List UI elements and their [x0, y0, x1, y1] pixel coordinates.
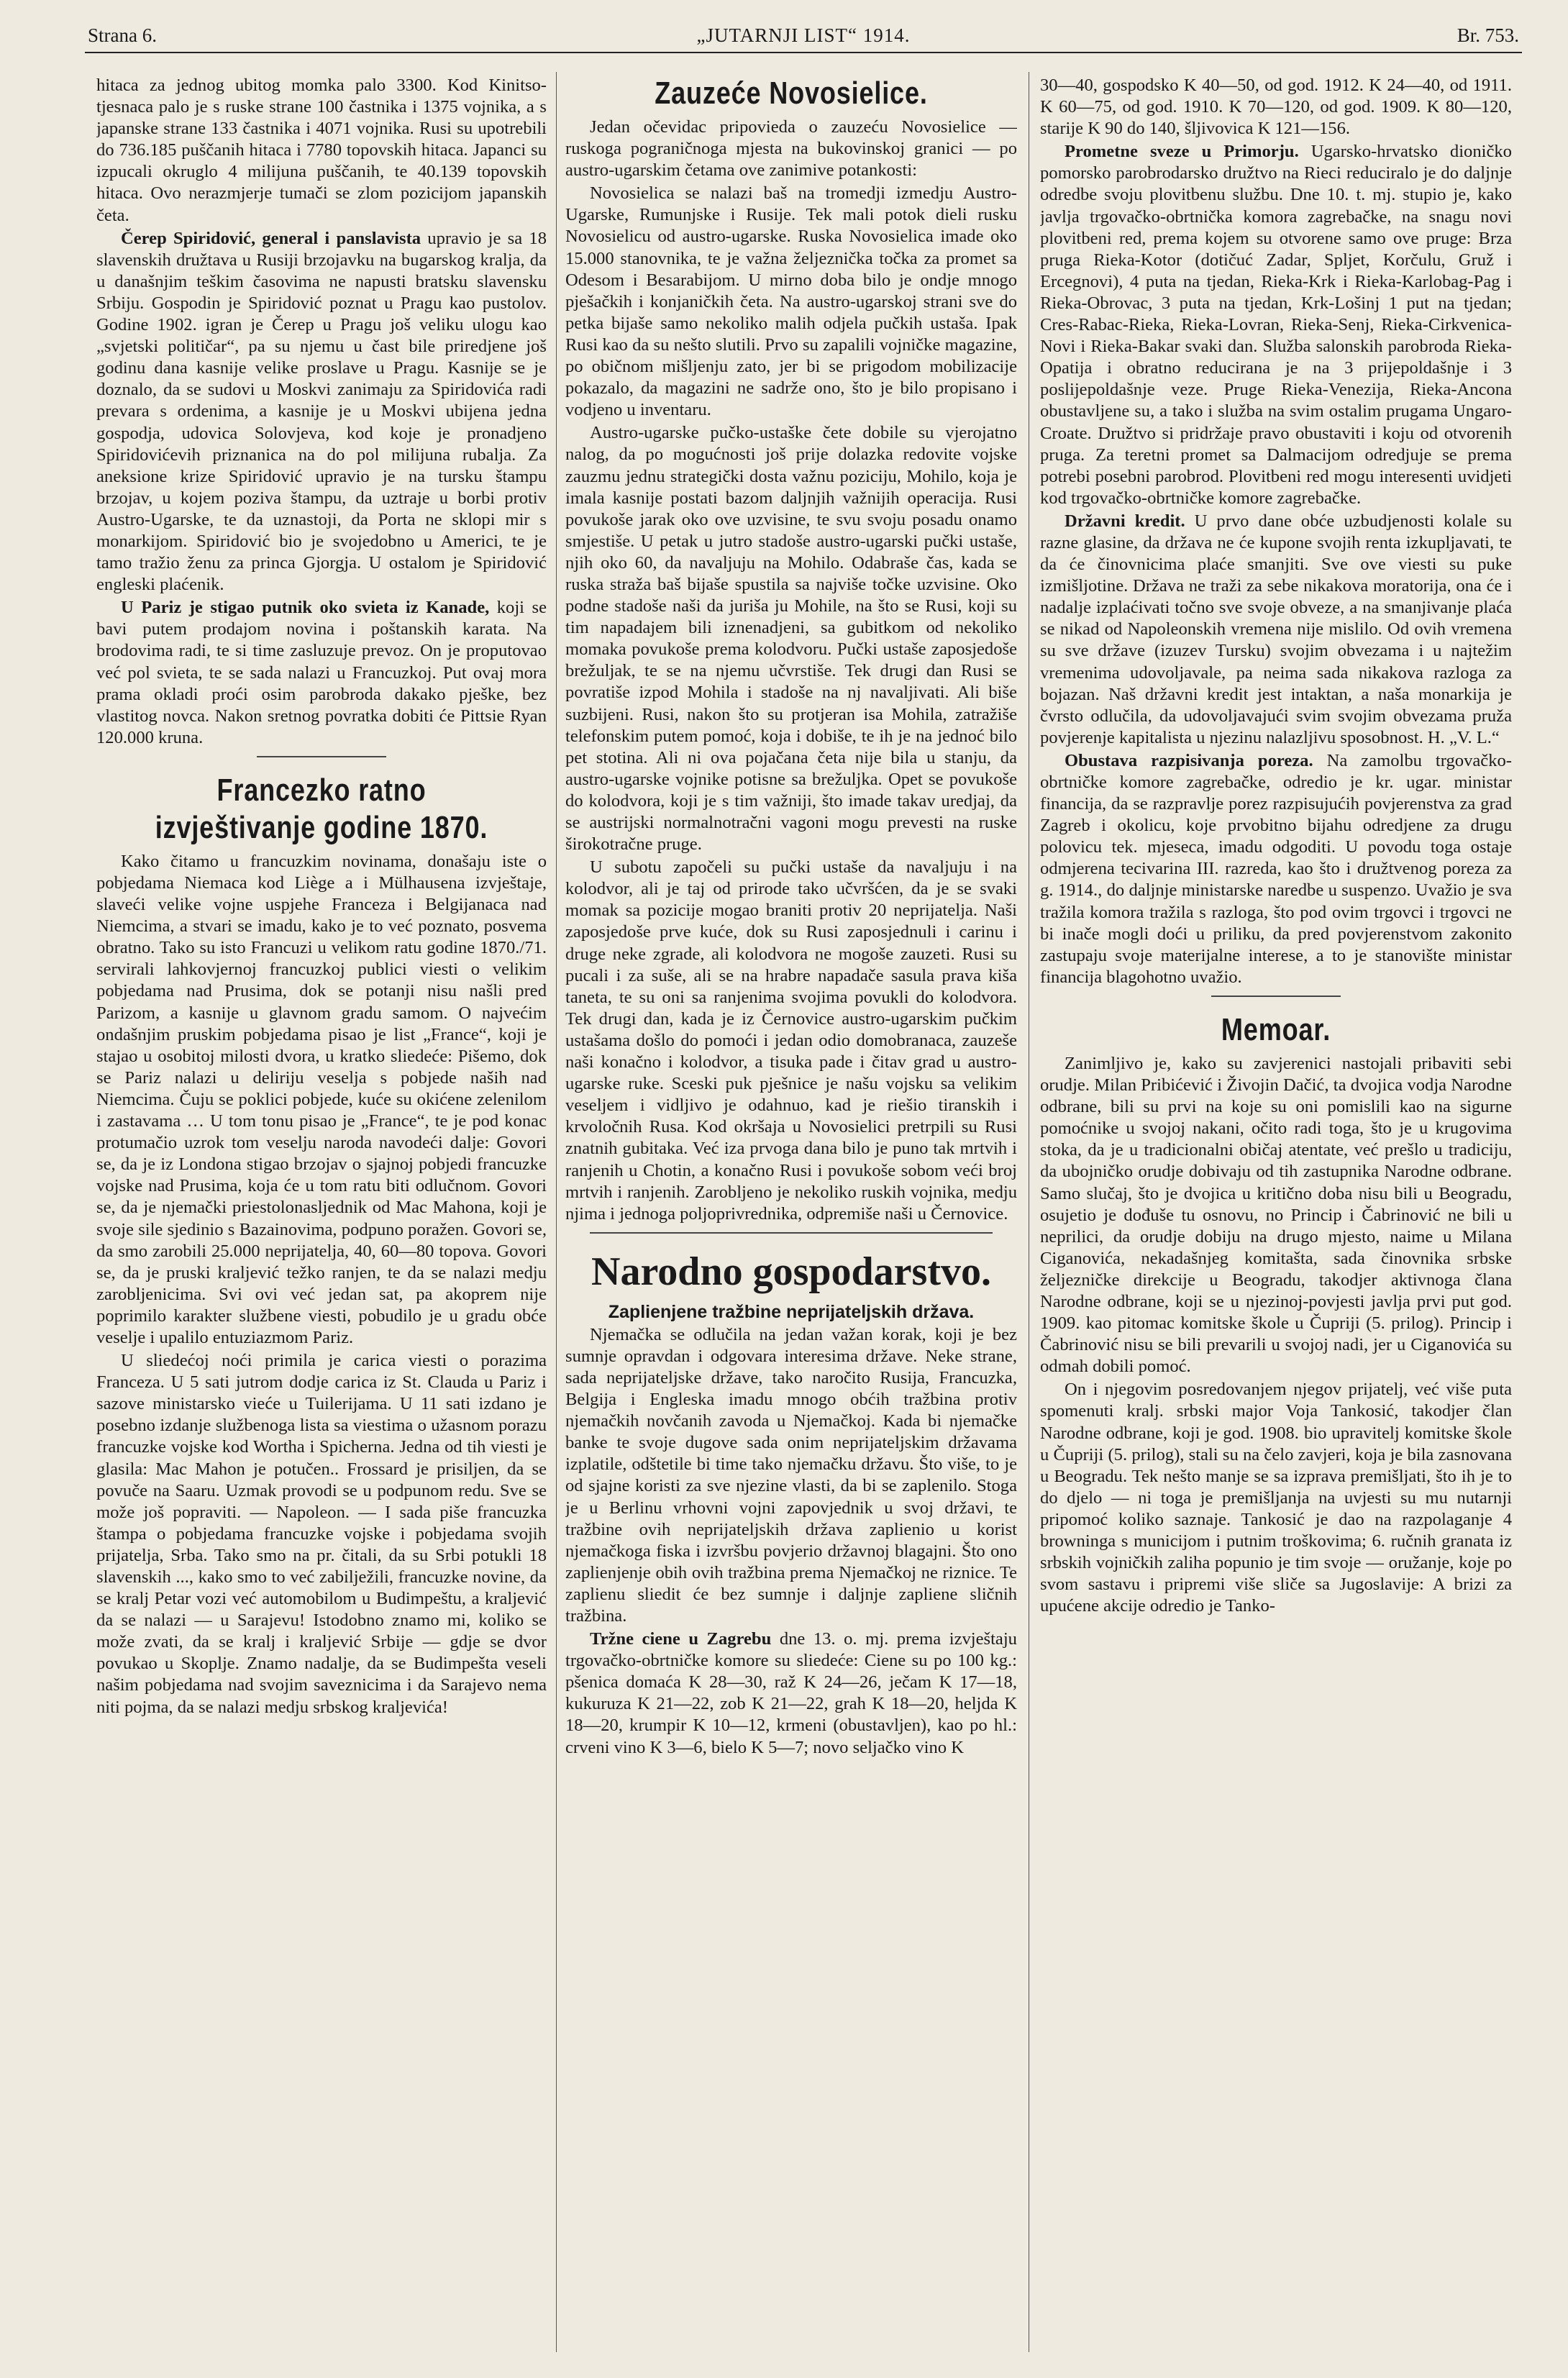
separator [257, 756, 386, 757]
paragraph: hitaca za jednog ubitog momka palo 3300. Kod Kinitso-tjesnaca palo je s ruske strane 100 častnika i 1375 vojnika, a s japanske strane 133 častnika i 4071 vojnika. Rusi su upotrebili do 736.185 puščanih hitaca i 7780 topovskih hitaca. Japanci su izpucali okruglo 4 milijuna puščanih, te 40.139 topovskih hitaca. Ovo nerazmjerje tumači se zlom pozicijom japanskih četa. [96, 76, 547, 225]
paragraph: Njemačka se odlučila na jedan važan korak, koji je bez sumnje opravdan i odgovara interesima države. Neke strane, sada neprijateljske države, tako naročito Rusija, Francuzka, Belgija i Engleska imadu mnogo obćih tražbina protiv njemačkih novčanih zavoda u Njemačkoj. Kada bi njemačke banke te svoje dugove sada onim neprijateljskim državama izplatile, odštetile bi time tako njemačku državu. Što više, to je od sjajne koristi za sve njezine vlasti, da bi se zaplenilo. Stoga je u Berlinu vrhovni vojni zapovjednik u svoj državi, te tražbine ovih neprijateljskih država zaplienio u korist njemačkoga fiska i izvršbu povjerio državnoj blagajni. Što ono zaplienjenje obih ovih tražbina prema Njemačkoj ne riznice. Te zaplienu sliedit će bez sumnje i daljnje zapliene sličnih tražbina. [565, 1324, 1017, 1626]
page-header [85, 19, 1522, 53]
paragraph: U Pariz je stigao putnik oko svieta iz Kanade, koji se bavi putem prodajom novina i poštanskih karata. Na brodovima radi, te si time zasluzuje prevoz. On je proputovao već pol svieta, te se sada nalazi u Francuzkoj. Put ovaj mora prama okladi proći osim parobroda dakako pješke, bez vlastitog novca. Nakon sretnog povratka dobiti će Pittsie Ryan 120.000 kruna. [96, 598, 547, 747]
paragraph: Jedan očevidac pripovieda o zauzeću Novosielice — ruskoga pograničnoga mjesta na bukovinskoj granici — po austro-ugarskim četama ove zanimive potankosti: [565, 117, 1017, 181]
paragraph: 30—40, gospodsko K 40—50, od god. 1912. K 24—40, od 1911. K 60—75, od god. 1910. K 70—120, od god. 1909. K 80—120, starije K 90 do 140, šljivovica K 121—156. [1040, 76, 1512, 139]
column-2 [565, 75, 1017, 2348]
separator [590, 1232, 993, 1234]
lead-in: Čerep Spiridović, general i panslavista [121, 228, 421, 248]
paragraph: Zanimljivo je, kako su zavjerenici nastojali pribaviti sebi orudje. Milan Pribićević i Živojin Dačić, ta dvojica vodja Narodne odbrane, bili su prvi na koje su oni pomislili kao na sigurne pomoćnike u svojoj nakani, očito radi toga, što je u krugovima stoka, da je u tradicionalni običaj atentate, već prešlo u tradiciju, da ubojničko orudje dobivaju od tih zastupnika Narodne odbrane. Samo slučaj, što je dvojica u kritično doba nisu bili u Beogradu, osujetio je dođuše tu osnovu, no Princip i Čabrinović ne bili u neprilici, da orudje dobiju na drugo mjesto, naime u Milana Ciganovića, nekadašnjeg komitašta, sada činovnika srbske željezničke direkcije u Beogradu, takodjer aktivnoga člana Narodne odbrane, koji se u njezinoj-povjesti javlja prvi put god. 1909. kao pitomac komitske škole u Čupriji (5. prilog). Princip i Čabrinović nisu se bili prevarili u svojoj nadi, jer u Ciganovića su odmah dobili pomoć. [1040, 1053, 1512, 1377]
issue-number: Br. 753. [1457, 24, 1519, 46]
paragraph: U sliedećoj noći primila je carica viesti o porazima Franceza. U 5 sati jutrom dodje carica iz St. Clauda u Pariz i sazove ministarsko vieće u Tuilerijama. U 11 sati izdano je posebno izdanje službenoga lista sa viestima o užasnom porazu francuzke vojske kod Wortha i Spicherna. Jedna od tih viesti je glasila: Mac Mahon je potučen.. Frossard je prisiljen, da se povuče na Saaru. Uzmak provodi se u podpunom redu. Sve se može još popraviti. — Napoleon. — I sada piše francuzka štampa o pobjedama francuzke vojske i pobjedama svojih prijatelja, Srba. Tako smo na pr. čitali, da su Srbi potukli 18 slavenskih ..., kako smo to već zabilježili, francuzke novine, da se kralj Petar vozi već automobilom u Budimpeštu, a kraljević da se nalazi — u Sarajevu! Istodobno znamo mi, koliko se može zvati, da se kralj i kraljević Srbije — gdje se dvor povukao u Skoplje. Znamo nadalje, da se Budimpešta veseli našim pobjedama nad svojim saveznicima i da Sarajevo nema niti pojma, da se nalazi medju srbskog kraljevića! [96, 1351, 547, 1717]
column-3 [1040, 75, 1512, 2348]
article-headline: Francezko ratno izvještivanje godine 1870. [155, 772, 488, 845]
section-headline: Narodno gospodarstvo. [591, 1249, 991, 1294]
lead-in: U Pariz je stigao putnik oko svieta iz Kanade, [121, 598, 490, 618]
page-number: Strana 6. [88, 24, 157, 46]
paragraph: Državni kredit. U prvo dane obće uzbudjenosti kolale su razne glasine, da država ne će kupone svojih renta izkupljavati, te da će činovnicima plaće smanjiti. Sve ove viesti su puke izmišljotine. Država ne traži za sebe nikakova moratorija, ona će i nadalje izplaćivati točno sve svoje obveze, a na smanjivanje plaća se nikad od Napoleonskih vremena nije mislilo. Od ovih vremena su sve države (izuzev Tursku) svojim obvezama i u najtežim vremenima udovoljavale, pa neima sada nikakova razloga za bojazan. Naš državni kredit jest intaktan, a naša monarkija je čvrsto odlučila, da udovoljavajući svim svojim obvezama pruža povjerenje kapitalista u njezinu nalazljivu sposobnost. H. „V. L.“ [1040, 511, 1512, 747]
paragraph: Prometne sveze u Primorju. Ugarsko-hrvatsko dioničko pomorsko parobrodarsko družtvo na Rieci reduciralo je do daljnje odredbe svoju plovitbenu službu. Dne 10. t. mj. stupio je, kako javlja trgovačko-obrtnička komora zagrebačke, na snagu novi plovitbeni red, prema kojem su otvorene samo ove pruge: Brza pruga Rieka-Kotor (dotičuć Zadar, Spljet, Korčulu, Gruž i Ercegnovi), 4 puta na tjedan, Rieka-Krk i Rieka-Karlobag-Pag i Rieka-Obrovac, 3 puta na tjedan, Krk-Lošinj 1 put na tjedan; Cres-Rabac-Rieka, Rieka-Lovran, Rieka-Senj, Rieka-Cirkvenica-Novi i Rieka-Bakar svaki dan. Služba salonskih parobroda Rieka-Opatija i obratno reducirana je na 3 prijepoldašnje i 3 poslijepoldašnje veze. Pruge Rieka-Venezija, Rieka-Ancona obustavljene su, a tako i služba na svim ostalim prugama Ungaro-Croate. Družtvo si pridržaje pravo obustaviti i koju od otvorenih pruga. Za teretni promet sa Dalmacijom odredjuje se prema potrebi posebni parobrod. Plovitbeni red mogu interesenti uvidjeti kod trgovačko-obrtničke komore zagrebačke. [1040, 142, 1512, 508]
column-1 [96, 75, 547, 2348]
column-rule-1 [556, 72, 557, 2352]
article-subheadline: Zaplienjene tražbine neprijateljskih država. [608, 1301, 975, 1322]
paragraph: Tržne ciene u Zagrebu dne 13. o. mj. prema izvještaju trgovačko-obrtničke komore su sliedeće: Ciene su po 100 kg.: pšenica domaća K 28—30, raž K 24—26, ječam K 17—18, kukuruza K 21—22, zob K 21—22, grah K 18—20, heljda K 18—20, krumpir K 10—12, krmeni (obustavljen), kao po hl.: crveni vino K 3—6, bielo K 5—7; novo seljačko vino K [565, 1629, 1017, 1757]
lead-in: Državni kredit. [1065, 511, 1185, 531]
lead-in: Prometne sveze u Primorju. [1065, 142, 1299, 162]
paragraph: Austro-ugarske pučko-ustaške čete dobile su vjerojatno nalog, da po mogućnosti još prije dolazka redovite vojske zauzmu jednu strategički dosta važnu poziciju, Mohilo, koja je imala kasnije postati bazom daljnjih važnijih operacija. Rusi povukoše jarak oko ove uzvisine, te svu svoju posadu onamo smjestiše. U petak u jutro stadoše austro-ugarski pučki ustaše, njih oko 60, da navaljuju na Mohilo. Odabraše čas, kada se ruska straža baš bijaše spustila sa najviše točke uzvisine. Oko podne stadoše naši da juriša ju Mohile, na što se Rusi, koji su tim napadajem bili iznenadjeni, sa gubitkom od nekoliko momaka povukoše prema kolodvoru. Pučki ustaše zaposjedoše brežuljak, te se na njemu učvrstiše. Tek drugi dan Rusi se povratiše izpod Mohila i stadoše na nj navaljivati. Ali biše suzbijeni. Rusi, nakon što su protjeran isa Mohila, zatražiše telefonskim putem pomoć, koja i dobiše, te ih je na jednoć bilo pet stotina. Ali ni ova pojačana četa nije bila u stanju, da austro-ugarske vojnike potisne sa brežuljka. Opet se povukoše do kolodvora, koji je s tim važniji, što imade takav uredjaj, da se austrijski normalnotračni vagoni mogu prevesti na ruske širokotračne pruge. [565, 423, 1017, 855]
paragraph: Obustava razpisivanja poreza. Na zamolbu trgovačko-obrtničke komore zagrebačke, odredio je kr. ugar. ministar financija, da se razpravlje porez razpisujućih povjerenstva za grad Zagreb i okolicu, koje prvobitno bijahu odredjene za drugu polovicu tek. mjeseca, imadu odgoditi. U povodu toga ostaje odmjerena tecivarina III. razreda, kao što i družtvenog poreza za g. 1914., do daljnje ministarske naredbe u suspenzo. Uvažio je sva tražila komora tražila s razloga, što pod ovim trgovci i trgovci ne bi inače mogli doći u priliku, da pred povjerenstvom zakonito zastupaju svoje materijalne interese, a to je stanovište ministar financija blagohotno uvažio. [1040, 750, 1512, 987]
article-headline: Zauzeće Novosielice. [655, 76, 928, 111]
paragraph: Kako čitamo u francuzkim novinama, donašaju iste o pobjedama Niemaca kod Liège a i Mülhausena izvještaje, slaveći velike vojne uspjehe Franceza i Belgijanaca nad Niemcima, a stvari se imadu, kako je to već poznato, posvema obratno. Tako su isto Francuzi u velikom ratu godine 1870./71. servirali lahkovjernoj francuzkoj publici viesti o velikim pobjedama nad Prusima, dok se potanji nisu našli pred Parizom, a kasnije u glavnom gradu samom. O najvećim ondašnjim pruskim pobjedama pisao je list „France“, koji je stajao u osobitoj milosti dvora, u kratko sliedeće: Pišemo, dok se Pariz nalazi u deliriju veselja s pobjede naših nad Niemcima. Čuju se poklici pobjede, kuće su okićene zelenilom i zastavama … U tom tonu pisao je „France“, te je pod konac protumačio uzrok tom veselju naroda navodeći dalje: Govori se, da je iz Londona stigao brzojav o sjajnoj pobjedi francuzke vojske nad Prusima, koja će u tom ratu biti odlučnom. Govori se, da je njemački priestolonasljednik od Mac Mahona, koji je svoje sile sjedinio s Bazainovima, podpuno poražen. Govori se, da smo zarobili 25.000 neprijatelja, 40, 60—80 topova. Govori se, da je pruski kraljević težko ranjen, te da se nalazi medju zarobljenicima. Svi ovi već jedan sat, pa akoprem nije poprimilo karakter službene viesti, pobudilo je u gradu obće veselje i upalilo entuziazmom Pariz. [96, 851, 547, 1347]
separator [1211, 996, 1341, 997]
paragraph: U subotu započeli su pučki ustaše da navaljuju i na kolodvor, ali je taj od prirode tako učvršćen, da je se svaki momak sa pozicije mogao braniti protiv 20 neprijatelja. Naši zaposjedoše prve kuće, dok su Rusi zaposjednuli i carinu i druge neke zgrade, ali kolodvora ne mogoše zauzeti. Rusi su pucali i za suše, ali se na hrabre napadače sasula prava kiša taneta, te su oni sa ranjenima svojima povukli do kolodvora. Tek drugi dan, kada je iz Černovice austro-ugarskim pučkim ustašama došlo do pomoći i jedan odio domobranaca, zauzeše naši konačno i kolodvor, a tisuka pade i čitav grad u austro-ugarske ruke. Sceski puk pješnice je našu vojsku sa velikim veseljem i vidljivo je odahnuo, kad je riešio tiranskih i krvoločnih Rusa. Kod okršaja u Novosielici pretrpili su Rusi znatnih gubitaka. Već iza prvoga dana bilo je puno tak mrtvih i ranjenih u Chotin, a konačno Rusi i povukoše sobom veći broj mrtvih i ranjenih. Zarobljeno je nekoliko ruskih vojnika, medju njima i jednoga poljoprivrednika, odpremiše naši u Černovice. [565, 857, 1017, 1224]
paragraph: Čerep Spiridović, general i panslavista upravio je sa 18 slavenskih družtava u Rusiji brzojavku na bugarskog kralja, da u današnjim teškim časovima ne napusti bratsku slavensku Srbiju. Gospodin je Spiridović poznat u Pragu kao pustolov. Godine 1902. igran je Čerep u Pragu još veliku ulogu kao „svjetski političar“, pa su njemu u čast bile priredjene još godinu dana kasnije velike proslave u Pragu. Kasnije se je doznalo, da se sudovi u Moskvi zanimaju za Spiridovića radi prevara s ordenima, a kasnije je u Moskvi ubijena jedna gospodja, udovica Solovjeva, kod koje je pronadjeno Spiridovićevih priznanica na do pol milijuna rubalja. Za aneksione krize Spiridović upravio je na tursku štampu brzojav, u kojem poziva štampu, da uztraje u borbi protiv Austro-Ugarske, te da uznastoji, da Porta ne sklopi mir s monarkijom. Spiridović bio je svojedobno u Americi, te je tamo tražio ženu za princa Gjorgja. U ostalom je Spiridović engleski plaćenik. [96, 228, 547, 595]
article-headline: Memoar. [1221, 1011, 1331, 1047]
paragraph: Novosielica se nalazi baš na tromedji izmedju Austro-Ugarske, Rumunjske i Rusije. Tek mali potok dieli rusku Novosielicu od austro-ugarske. Ruska Novosielica imade oko 15.000 stanovnika, te je važna željeznička točka za promet sa Odesom i Besarabijom. U mirno doba bilo je ondje mnogo pješačkih i konjaničkih četa. Na austro-ugarskoj strani sve do petka bijaše samo nekoliko malih odjela pučkih ustaša. Ipak Rusi kao da su nešto slutili. Prvo su zapalili vojničke magazine, po običnom mišljenju zato, jer bi se prigodom mobilizacije pokazalo, da magazini ne sadrže ono, što je bilo propisano i vodjeno u inventaru. [565, 183, 1017, 420]
lead-in: Obustava razpisivanja poreza. [1065, 750, 1313, 770]
lead-in: Tržne ciene u Zagrebu [590, 1629, 772, 1649]
paragraph: On i njegovim posredovanjem njegov prijatelj, već više puta spomenuti kralj. srbski major Voja Tankosić, takodjer član Narodne odbrane, koji je god. 1908. bio upravitelj komitske škole u Čupriji (5. prilog), stali su na čelo zavjeri, koja je bila zasnovana u Beogradu. Tek nešto manje se sa izprava premišljati, što ih je to do djelo — ni toga je premišljanja na uvjesti su mu nutarnji pripomoć koliko saznaje. Tankosić je dao na razpolaganje 4 browninga s municijom i putnim troškovima; 6. ručnih granata iz srbskih vojničkih zaliha popunio je tim svoje — oružanje, koje po svom sastavu i pripremi više sliče sa Jugoslavije: A brizi za upućene akcije odredio je Tanko- [1040, 1380, 1512, 1616]
newspaper-title: „JUTARNJI LIST“ 1914. [696, 24, 911, 46]
